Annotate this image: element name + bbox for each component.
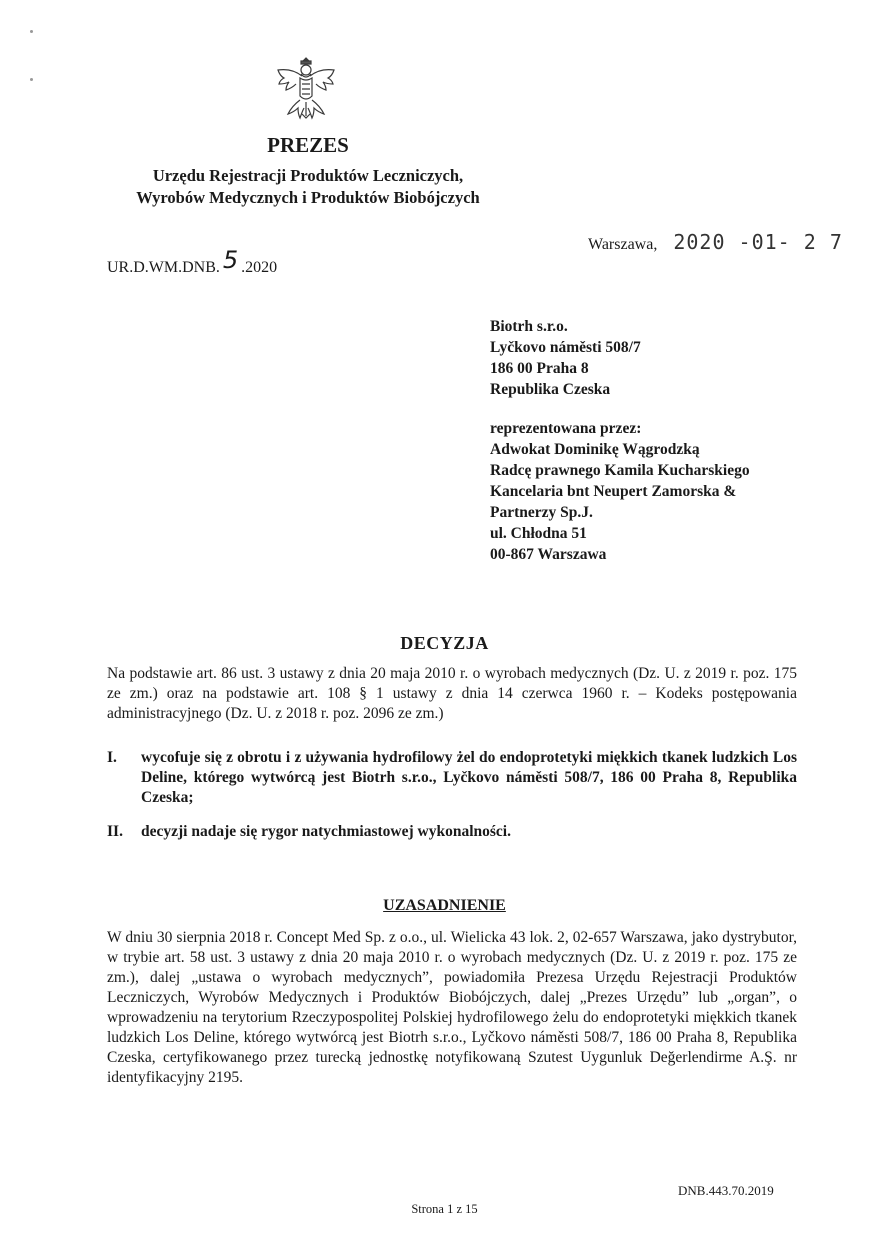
justification-paragraph: W dniu 30 sierpnia 2018 r. Concept Med Sp. z o.o., ul. Wielicka 43 lok. 2, 02-657 Warszawa, jako dystrybutor, w trybie art. 58 ust. 3 ustawy z dnia 20 maja 2010 r. o wyrobach medycznych (Dz. U. z 2019 r. poz. 175 ze zm.), dalej „ustawa o wyrobach medycznych”, powiadomiła Prezesa Urzędu Rejestracji Produktów Leczniczych, Wyrobów Medycznych i Produktów Biobójczych, dalej „Prezes Urzędu” lub „organ”, o wprowadzeniu na terytorium Rzeczypospolitej Polskiej hydrofilowego żelu do endoprotetyki miękkich tkanek ludzkich Los Deline, którego wytwórcą jest Biotrh s.r.o., Lyčkovo náměsti 508/7, 186 00 Praha 8, Republika Czeska, certyfikowanego przez turecką jednostkę notyfikowaną Szutest Uygunluk Değerlendirme A.Ş. nr identyfikacyjny 2195.	[107, 929, 797, 1086]
office-name	[0, 165, 616, 209]
point-text: wycofuje się z obrotu i z używania hydrofilowy żel do endoprotetyki miękkich tkanek ludzkich Los Deline, którego wytwórcą jest Biotrh s.r.o., Lyčkovo náměsti 508/7, 186 00 Praha 8, Republika Czeska;	[141, 749, 797, 806]
representation-line: ul. Chłodna 51	[490, 525, 587, 542]
date-stamp: 2020 -01- 2 7	[673, 230, 843, 254]
decision-heading: DECYZJA	[400, 633, 489, 653]
polish-eagle-emblem-icon	[272, 54, 340, 120]
representation-line: Adwokat Dominikę Wągrodzką	[490, 441, 700, 458]
justification-heading: UZASADNIENIE	[383, 897, 506, 914]
representation-line: Radcę prawnego Kamila Kucharskiego	[490, 462, 750, 479]
case-reference	[107, 246, 278, 278]
place-and-date	[588, 230, 843, 254]
addressee-line: Biotrh s.r.o.	[490, 318, 568, 335]
representation-line: 00-867 Warszawa	[490, 546, 607, 563]
addressee-line: Republika Czeska	[490, 381, 611, 398]
legal-basis-paragraph: Na podstawie art. 86 ust. 3 ustawy z dnia 20 maja 2010 r. o wyrobach medycznych (Dz. U. z 2019 r. poz. 175 ze zm.) oraz na podstawie art. 108 § 1 ustawy z dnia 14 czerwca 1960 r. – Kodeks postępowania administracyjnego (Dz. U. z 2018 r. poz. 2096 ze zm.)	[107, 665, 797, 722]
place: Warszawa,	[588, 236, 658, 253]
reference-prefix: UR.D.WM.DNB.	[107, 259, 220, 276]
office-name-line: Wyrobów Medycznych i Produktów Biobójczych	[136, 188, 480, 207]
document-reference: DNB.443.70.2019	[678, 1183, 774, 1198]
decision-point	[107, 822, 797, 842]
reference-suffix: .2020	[241, 259, 278, 276]
representation-block	[490, 418, 750, 565]
representation-line: Partnerzy Sp.J.	[490, 504, 593, 521]
addressee-block	[490, 316, 641, 400]
addressee-line: Lyčkovo náměsti 508/7	[490, 339, 641, 356]
scan-speck	[30, 30, 33, 33]
addressee-line: 186 00 Praha 8	[490, 360, 589, 377]
handwritten-number: 5	[222, 246, 239, 274]
document-title: PREZES	[267, 133, 349, 157]
point-text: decyzji nadaje się rygor natychmiastowej wykonalności.	[141, 823, 511, 840]
decision-point	[107, 748, 797, 808]
representation-line: Kancelaria bnt Neupert Zamorska &	[490, 483, 737, 500]
page-number: Strona 1 z 15	[411, 1202, 478, 1216]
point-number: I.	[107, 749, 117, 766]
scan-speck	[30, 78, 33, 81]
point-number: II.	[107, 823, 123, 840]
representation-line: reprezentowana przez:	[490, 420, 642, 437]
office-name-line: Urzędu Rejestracji Produktów Leczniczych,	[152, 166, 464, 185]
